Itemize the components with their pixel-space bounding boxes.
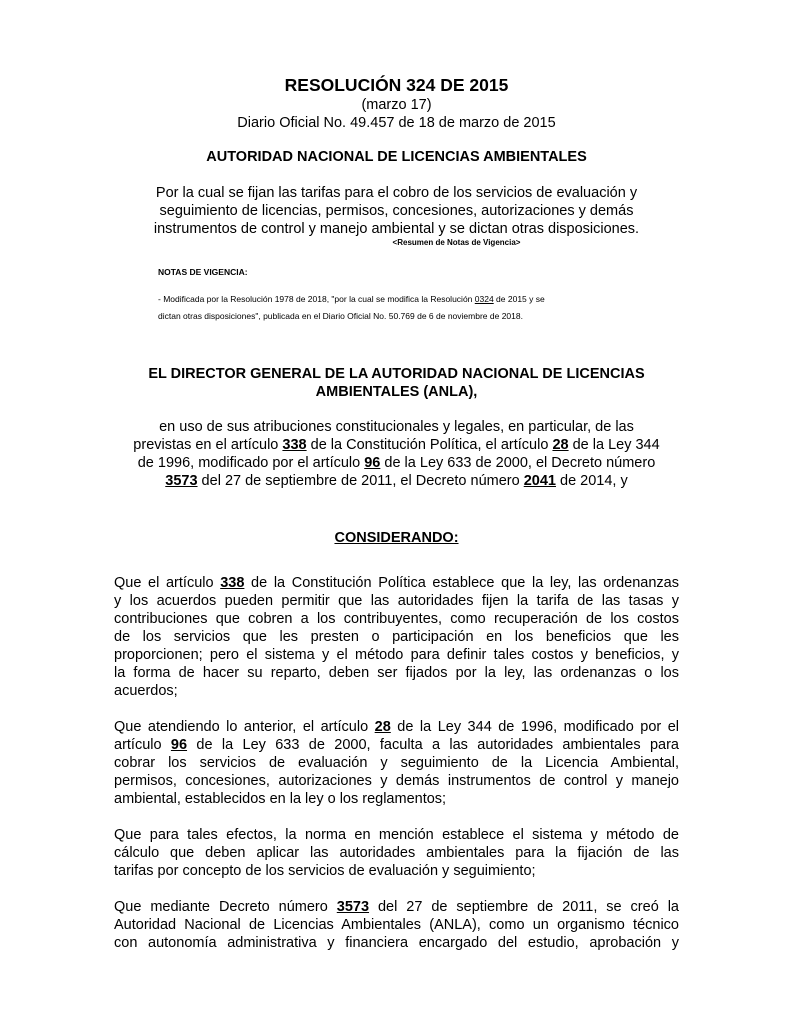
resolution-date: (marzo 17) <box>361 97 432 113</box>
article-28-link[interactable]: 28 <box>552 437 569 453</box>
considerando-paragraph: Que para tales efectos, la norma en mención establece el sistema y método de cálculo que deben aplicar las autoridades ambientales para la fijación de las tarifas por concepto de los servicios de evaluación y seguimiento; <box>114 827 679 879</box>
considerando-paragraph: Que mediante Decreto número 3573 del 27 de septiembre de 2011, se creó la Autoridad Nacional de Licencias Ambientales (ANLA), como un organismo técnico con autonomía administrativa y financiera encargado del estudio, aprobación y <box>114 899 679 951</box>
summary-line: seguimiento de licencias, permisos, concesiones, autorizaciones y demás <box>159 203 634 219</box>
director-heading: EL DIRECTOR GENERAL DE LA AUTORIDAD NACIONAL DE LICENCIAS AMBIENTALES (ANLA), <box>148 366 645 400</box>
considerando-paragraph: Que atendiendo lo anterior, el artículo 28 de la Ley 344 de 1996, modificado por el artículo 96 de la Ley 633 de 2000, faculta a las autoridades ambientales para cobrar los servicios de evaluación y seguimiento de la Licencia Ambiental, permisos, concesiones, autorizaciones y demás instrumentos de control y manejo ambiental, establecidos en la ley o los reglamentos; <box>114 719 679 807</box>
resolution-title: RESOLUCIÓN 324 DE 2015 <box>284 75 509 95</box>
article-96-link[interactable]: 96 <box>364 455 381 471</box>
decreto-2041-link[interactable]: 2041 <box>523 473 556 489</box>
agency-name: AUTORIDAD NACIONAL DE LICENCIAS AMBIENTALES <box>206 149 587 165</box>
article-28-link[interactable]: 28 <box>374 719 391 735</box>
decreto-3573-link[interactable]: 3573 <box>165 473 198 489</box>
article-96-link[interactable]: 96 <box>170 737 188 753</box>
resumen-notas-link[interactable]: <Resumen de Notas de Vigencia> <box>392 238 521 247</box>
diario-oficial-reference: Diario Oficial No. 49.457 de 18 de marzo de 2015 <box>237 115 556 131</box>
decreto-3573-link[interactable]: 3573 <box>336 899 370 915</box>
article-338-link[interactable]: 338 <box>220 575 245 591</box>
considerando-heading: CONSIDERANDO: <box>334 530 459 546</box>
notas-vigencia-item: - Modificada por la Resolución 1978 de 2018, "por la cual se modifica la Resolución 0324 de 2015 y se dictan otras disposiciones", publicada en el Diario Oficial No. 50.769 de 6 de noviembre de 2018. <box>158 294 545 321</box>
summary-line: instrumentos de control y manejo ambiental y se dictan otras disposiciones. <box>153 221 640 237</box>
notas-vigencia-title: NOTAS DE VIGENCIA: <box>158 267 248 277</box>
resolution-summary <box>114 184 679 238</box>
summary-line: Por la cual se fijan las tarifas para el cobro de los servicios de evaluación y <box>155 185 638 201</box>
considerando-paragraph: Que el artículo 338 de la Constitución Política establece que la ley, las ordenanzas y los acuerdos pueden permitir que las autoridades fijen la tarifa de las tasas y contribuciones que cobren a los contribuyentes, como recuperación de los costos de los servicios que les presten o participación en los beneficios que les proporcionen; pero el sistema y el método para definir tales costos y beneficios, y la forma de hacer su reparto, deben ser fijados por la ley, las ordenanzas o los acuerdos; <box>114 575 680 699</box>
article-338-link[interactable]: 338 <box>282 437 307 453</box>
resolution-ref-link[interactable]: 0324 <box>474 294 494 304</box>
attributions-paragraph: en uso de sus atribuciones constitucionales y legales, en particular, de las previstas en el artículo 338 de la Constitución Política, el artículo 28 de la Ley 344 de 1996, modificado por el artículo 96 de la Ley 633 de 2000, el Decreto número 3573 del 27 de septiembre de 2011, el Decreto número 2041 de 2014, y <box>133 419 660 489</box>
